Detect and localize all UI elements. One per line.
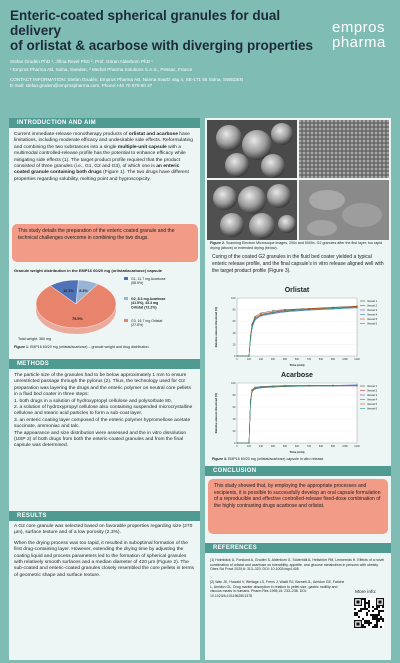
methods-step-3: 3. an enteric coating layer composed of the enteric polymer hypromellose acetate succinate, ammoniac and talc. <box>14 417 191 430</box>
orlistat-point-6-4 <box>254 318 255 319</box>
orlistat-point-6-2 <box>250 337 251 338</box>
acarbose-point-6-2 <box>250 402 251 403</box>
acarbose-point-4-4 <box>254 387 255 388</box>
reference-2: (2) Wan JK, Huwald V, Weitage LS, Frens J, Waldi RJ, Barnett JL, Amidon GE, Fatiche L, Amidon GL. Drug marker absorption in relation to pellet size, gastric motility and viscous meals in humans. Pharm Res 1998;15: 233–238. DOI: 10.1023/A:1011962501378 <box>210 580 345 598</box>
orlistat-ytick-2: 40 <box>232 331 236 335</box>
intro-text-c: have limitations, including moderate efficacy and undesirable side effects. Reformulating and combining the two substances into a single <box>14 132 193 150</box>
sem-images <box>207 120 389 240</box>
orlistat-point-6-5 <box>260 315 261 316</box>
acarbose-ytick-3: 60 <box>232 406 236 409</box>
acarbose-plot-area <box>237 383 357 443</box>
acarbose-xtick-6: 720 <box>306 445 312 448</box>
intro-text-e: with a multimodal controlled-release profile has the potential to enhance efficacy while mitigating side effects (1). The target product profile required that the product consisted of three granules (i.e., G1, G2 and G3), of which one is <box>14 144 186 170</box>
intro-highlight: This study details the preparation of the enteric coated granule and the technical challenges overcome in combining the two drugs. <box>12 224 198 262</box>
pie-legend-swatch-2 <box>124 297 128 300</box>
orlistat-point-4-7 <box>284 311 285 312</box>
reference-1: (1) Holmbäck U, Forslund A, Grudén S, Alderborn G, Söderhäll A, Hellström PM, Lennernäs H. Effects of a novel combination of orlistat and acarbose on tolerability, appetite, and glucose metabolism in persons with obesity. Obes Sci Pract 2020;6: 313–323. DOI: 10.1002/osp4.405 <box>210 558 385 572</box>
acarbose-point-6-5 <box>260 387 261 388</box>
orlistat-release-chart <box>209 284 387 368</box>
orlistat-xtick-5: 600 <box>294 358 300 361</box>
acarbose-point-4-3 <box>251 389 252 390</box>
logo-line-1: empros <box>332 19 386 36</box>
empros-pharma-logo <box>332 20 394 50</box>
orlistat-point-6-6 <box>272 312 273 313</box>
acarbose-point-6-8 <box>308 385 309 386</box>
acarbose-point-6-7 <box>284 386 285 387</box>
acarbose-ylabel: Relative amount dissolved (%) <box>214 392 218 434</box>
acarbose-xtick-8: 960 <box>330 445 336 448</box>
orlistat-chart-title: Orlistat <box>284 287 310 294</box>
orlistat-xtick-1: 120 <box>246 358 252 361</box>
orlistat-xtick-0: 0 <box>236 358 238 361</box>
orlistat-xtick-8: 960 <box>330 358 336 361</box>
orlistat-xtick-2: 240 <box>258 358 264 361</box>
orlistat-legend-label-1: Vessel 1 <box>367 300 378 303</box>
orlistat-xtick-10: 1200 <box>354 358 360 361</box>
orlistat-xtick-6: 720 <box>306 358 312 361</box>
orlistat-legend-label-3: Vessel 3 <box>367 309 378 312</box>
acarbose-legend-label-2: Vessel 2 <box>367 389 378 393</box>
acarbose-legend-label-5: Vessel 5 <box>367 403 378 406</box>
orlistat-ylabel: Relative amount dissolved (%) <box>214 306 218 348</box>
acarbose-point-6-9 <box>332 385 333 386</box>
methods-paragraph-1: The particle size of the granules had to be below approximately 1 mm to ensure unrestricted passage through the pylorus (2). Thus, the technology used for G2 preparation was layering the drugs and the enteric polymer on neutral core pellets in a fluid bed coater in three steps: <box>14 373 191 398</box>
methods-step-1: 1. both drugs in a solution of hydroxypropyl cellulose and polysorbate 80, <box>14 398 172 404</box>
sem-image-grid <box>207 120 389 240</box>
pie-legend-entry-3 <box>124 319 162 327</box>
figure-1-caption <box>14 345 198 350</box>
figure-1-caption-text: EMP16 60/20 mg (orlistat/acarbose) – granule weight and drug distribution. <box>28 345 150 349</box>
orlistat-xtick-3: 360 <box>270 358 276 361</box>
intro-paragraph <box>14 132 195 183</box>
pie-legend-label-2: G2, 8.3 mg Acarbose (41.5%), 43.3 mg Orlistat (72.2%) <box>131 297 166 310</box>
orlistat-xtick-4: 480 <box>282 358 288 361</box>
figure-2-caption-bold: Figure 2. <box>210 241 225 245</box>
orlistat-ytick-4: 80 <box>232 308 236 312</box>
acarbose-legend-label-4: Vessel 4 <box>367 398 378 402</box>
figure-3-caption-text: EMP16 60/20 mg (orlistat/acarbose) capsule in vitro release. <box>226 457 325 461</box>
orlistat-legend-label-4: Vessel 4 <box>367 313 378 317</box>
orlistat-xlabel: Time (min) <box>289 363 305 367</box>
acarbose-point-6-4 <box>254 388 255 389</box>
logo-line-2: pharma <box>332 34 386 51</box>
pie-legend-swatch-1 <box>124 277 128 280</box>
orlistat-point-4-6 <box>272 313 273 314</box>
more-info-label: More info: <box>355 590 377 595</box>
orlistat-point-6-7 <box>284 310 285 311</box>
acarbose-point-6-0 <box>236 442 237 443</box>
intro-text-a: Current immediate-release monotherapy products of <box>14 132 129 137</box>
intro-text-g: (Figure 1). The two drugs have different properties regarding solubility, melting point and hygroscopicity. <box>14 170 189 182</box>
orlistat-legend-label-6: Vessel 6 <box>367 322 378 326</box>
orlistat-ytick-1: 20 <box>232 343 236 347</box>
pie-legend-label-1: G1, 11.7 mg Acarbose (58.5%) <box>131 277 166 286</box>
orlistat-legend-label-5: Vessel 5 <box>367 318 378 321</box>
acarbose-xlabel: Time (min) <box>289 450 305 454</box>
results-paragraph-1: A G2 core granule was selected based on favorable properties regarding size (270 µm), surface texture and of a low porosity (2.3%). <box>14 524 193 536</box>
pie-chart <box>14 274 198 344</box>
acarbose-ytick-4: 80 <box>232 394 236 397</box>
orlistat-ytick-5: 100 <box>231 297 236 300</box>
acarbose-legend-label-1: Vessel 1 <box>367 385 378 388</box>
intro-heading: INTRODUCTION AND AIM <box>9 118 200 128</box>
conclusion-heading: CONCLUSION <box>205 466 391 476</box>
contact-info <box>10 77 390 89</box>
references-heading: REFERENCES <box>205 543 391 553</box>
figure-2-caption-text: Scanning Electron Microscope images, 200x and 5000x. G2 granules after the first layer; too rapid drying (above) or extended drying (below). <box>210 241 382 250</box>
methods-paragraph-2: The appearance and size distribution were assessed and the in vitro dissolution (USP 2) of both drugs from both the enteric-coated granules and from the final capsule was determined. <box>14 430 187 449</box>
acarbose-legend-label-6: Vessel 6 <box>367 407 378 411</box>
figure-2-caption <box>210 241 388 250</box>
figure-1-caption-bold: Figure 1. <box>14 345 29 349</box>
affiliations: ¹ Empros Pharma AB, Solna, Sweden, ² Merbel Pharma Solutions S.A.S., Pessac, France <box>10 67 193 72</box>
intro-text-b: orlistat and acarbose <box>128 132 178 137</box>
acarbose-xtick-0: 0 <box>236 445 238 448</box>
acarbose-xtick-10: 1200 <box>354 445 360 448</box>
pie-legend-swatch-3 <box>124 319 128 322</box>
acarbose-xtick-2: 240 <box>258 445 264 448</box>
pie-chart-title: Granule weight distribution in the EMP16 60/20 mg (orlistat/acarbose) capsule <box>14 268 163 273</box>
figure-3-caption <box>212 457 386 462</box>
acarbose-xtick-4: 480 <box>282 445 288 448</box>
acarbose-ytick-2: 40 <box>232 418 236 421</box>
orlistat-point-6-9 <box>332 308 333 309</box>
orlistat-xtick-9: 1080 <box>342 358 348 361</box>
intro-text-f: an enteric coated granule containing both drugs <box>14 164 180 176</box>
acarbose-xtick-3: 360 <box>270 445 276 448</box>
acarbose-point-6-3 <box>251 391 252 392</box>
acarbose-xtick-1: 120 <box>246 445 252 448</box>
methods-step-2: 2. a solution of hydroxypropyl cellulose also containing suspended microcrystalline cellulose and stearic acid particles to form a sub-coat layer, <box>14 405 193 417</box>
pie-value-label-1: 12.1% <box>63 288 74 293</box>
results-paragraph-2: When the drying process was too rapid, it resulted in suboptimal formation of the first drug-containing layer. However, extending the drying time by adjusting the coating liquid and process parameters led to the formation of spherical granules with relatively smooth surfaces and a median diameter of 420 µm (Figure 2). The sub-coated and enteric-coated granules closely resembled the core pellets in terms of geometric shape and surface texture. <box>14 540 194 578</box>
curing-text: Curing of the coated G2 granules in the fluid bed coater yielded a typical enteric release profile, and the final capsule's in vitro release aligned well with the target product profile (Figure 3). <box>212 254 384 274</box>
acarbose-ytick-5: 100 <box>231 382 236 385</box>
pie-legend-label-3: G3, 16.7 mg Orlistat (27.8%) <box>131 319 163 328</box>
methods-heading: METHODS <box>9 359 200 369</box>
acarbose-legend-label-3: Vessel 3 <box>367 394 378 397</box>
acarbose-ytick-0: 0 <box>234 442 236 445</box>
sem-photo-top-right <box>299 120 389 178</box>
intro-text-d: multiple-unit capsule <box>117 144 167 150</box>
title-line-1: Enteric-coated spherical granules for dual delivery <box>10 8 281 38</box>
qr-code-icon[interactable] <box>354 598 384 628</box>
pie-total-weight: Total weight: 360 mg <box>18 337 51 341</box>
orlistat-point-1-4 <box>254 316 255 317</box>
orlistat-point-1-6 <box>272 310 273 311</box>
results-heading: RESULTS <box>9 511 200 521</box>
methods-text <box>14 373 195 450</box>
orlistat-point-6-3 <box>251 326 252 327</box>
pie-legend-entry-1 <box>124 277 166 285</box>
acarbose-chart-title: Acarbose <box>281 372 313 379</box>
acarbose-xtick-5: 600 <box>294 445 300 448</box>
pie-value-label-3: 79.5% <box>72 316 83 321</box>
acarbose-release-chart <box>209 369 387 455</box>
acarbose-xtick-7: 840 <box>318 445 324 448</box>
orlistat-point-6-1 <box>248 355 249 356</box>
orlistat-point-6-0 <box>236 355 237 356</box>
acarbose-xtick-9: 1080 <box>342 445 348 448</box>
results-text <box>14 524 195 579</box>
acarbose-point-6-1 <box>248 442 249 443</box>
pie-value-label-2: 8.3% <box>79 288 88 293</box>
orlistat-point-1-5 <box>260 312 261 313</box>
contact-line-2: E-mail: stefan.gruden@emprospharma.com, Phone:+46 70 979 80 37 <box>10 83 153 88</box>
orlistat-ytick-3: 60 <box>232 320 236 324</box>
orlistat-legend-label-2: Vessel 2 <box>367 304 378 308</box>
poster-title <box>10 8 330 53</box>
orlistat-point-6-10 <box>356 307 357 308</box>
title-line-2: of orlistat & acarbose with diverging properties <box>10 38 314 53</box>
acarbose-point-6-10 <box>356 385 357 386</box>
figure-3-caption-bold: Figure 3. <box>212 457 227 461</box>
orlistat-ytick-0: 0 <box>234 355 236 358</box>
conclusion-highlight: This study showed that, by employing the appropriate processes and excipients, it is possible to successfully develop an oral capsule formulation of a reproducible and effective controlled-release fixed-dose combination of the highly contrasting drugs acarbose and orlistat. <box>208 479 388 534</box>
authors: Stefan Grudén PhD ¹, Jiřina Rovel PhD ², Prof. Göran Alderborn PhD ¹ <box>10 59 153 64</box>
acarbose-ytick-1: 20 <box>232 430 236 433</box>
contact-line-1: CONTACT INFORMATION: Stefan Grudén, Empros Pharma AB, Nanna Svartz väg 4, SE-171 65 Solna, SWEDEN <box>10 77 244 82</box>
orlistat-xtick-7: 840 <box>318 358 324 361</box>
orlistat-point-6-8 <box>308 309 309 310</box>
orlistat-plot-area <box>237 298 357 356</box>
acarbose-point-6-6 <box>272 386 273 387</box>
pie-legend-entry-2 <box>124 297 166 309</box>
